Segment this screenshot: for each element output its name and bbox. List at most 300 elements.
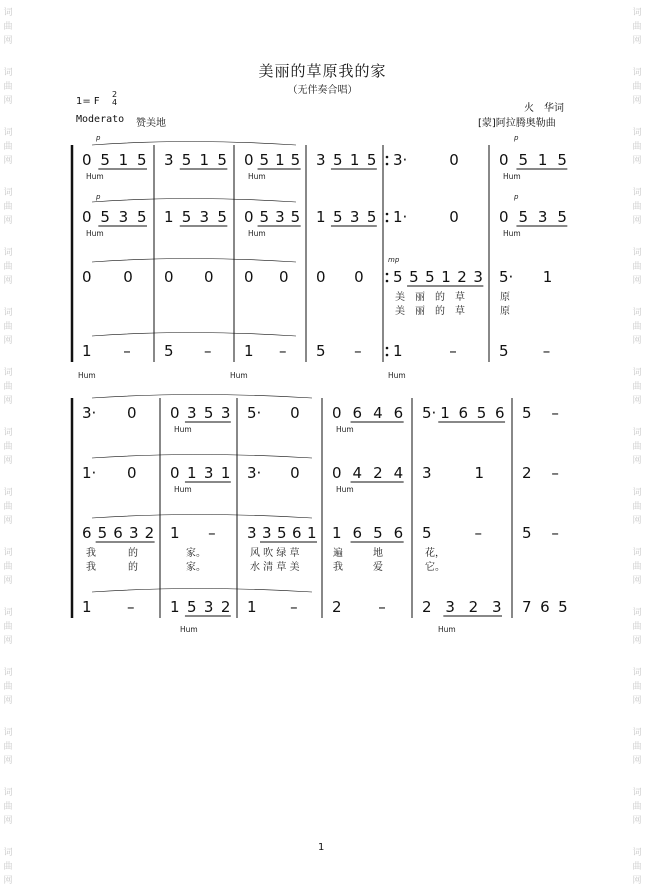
note: 4 [373, 404, 383, 422]
watermark-char: 曲 [632, 862, 642, 872]
note: – [208, 524, 216, 542]
watermark-char: 词 [3, 308, 13, 318]
note: 1 [244, 342, 254, 360]
watermark-char: 词 [632, 188, 642, 198]
watermark-char: 曲 [3, 862, 13, 872]
note: 1 [393, 342, 403, 360]
repeat-dot [386, 354, 389, 357]
watermark-char: 曲 [3, 382, 13, 392]
note: – [551, 524, 559, 542]
watermark-char: 词 [3, 788, 13, 798]
note: 5 [366, 208, 377, 226]
note: 6 [393, 404, 404, 422]
note: 5 [137, 151, 147, 169]
watermark-char: 词 [632, 8, 642, 18]
note: – [551, 404, 559, 422]
note: 1 [316, 208, 326, 226]
watermark-char: 词 [3, 8, 13, 18]
lyric-verse-1: 我 [86, 548, 96, 559]
hum-label: Hum [336, 425, 354, 434]
watermark-char: 曲 [3, 22, 13, 32]
note: 3· [82, 404, 97, 422]
note: 6 [113, 524, 123, 542]
watermark-char: 网 [632, 696, 642, 706]
note: 5 [393, 268, 403, 286]
note: 3 [164, 151, 174, 169]
watermark-char: 曲 [632, 22, 642, 32]
note: 1 [247, 598, 257, 616]
note: 0 [164, 268, 174, 286]
note: 0 [170, 464, 180, 482]
watermark-char: 网 [632, 96, 642, 106]
watermark-char: 曲 [632, 82, 642, 92]
note: 5 [186, 598, 197, 616]
note: 1 [82, 342, 92, 360]
note: 6 [540, 598, 550, 616]
note: 0 [449, 208, 459, 226]
watermark-char: 词 [632, 308, 642, 318]
watermark-char: 词 [632, 668, 642, 678]
note: 6 [393, 524, 404, 542]
watermark-char: 网 [3, 576, 13, 586]
key-signature: 1= F [76, 96, 100, 107]
note: 0 [170, 404, 180, 422]
note: 0 [244, 151, 254, 169]
watermark-char: 词 [3, 188, 13, 198]
hum-label: Hum [86, 229, 104, 238]
note: 1 [82, 598, 92, 616]
note: 5 [557, 208, 567, 226]
note: 5 [557, 151, 567, 169]
note: 1 [349, 151, 360, 169]
hum-label: Hum [230, 371, 248, 380]
note: 1 [186, 464, 197, 482]
note: 3 [203, 464, 214, 482]
note: – [127, 598, 135, 616]
note: 5 [217, 151, 227, 169]
watermark-char: 词 [3, 128, 13, 138]
note: 2 [468, 598, 479, 616]
note: 1 [332, 524, 342, 542]
note: 5 [203, 404, 214, 422]
watermark-char: 词 [3, 608, 13, 618]
note: 0 [354, 268, 364, 286]
note: 5 [137, 208, 147, 226]
watermark-char: 词 [3, 548, 13, 558]
dynamic-p: p [514, 134, 519, 142]
watermark-char: 词 [632, 68, 642, 78]
lyric-verse-1: 的 [435, 292, 445, 303]
note: 5 [425, 268, 435, 286]
note: 0 [290, 464, 300, 482]
hum-label: Hum [248, 172, 266, 181]
note: 5 [181, 151, 192, 169]
note: 3 [247, 524, 257, 542]
note: 7 [522, 598, 532, 616]
watermark-char: 词 [632, 428, 642, 438]
note: 3 [537, 208, 548, 226]
watermark-char: 网 [3, 636, 13, 646]
note: 1 [441, 268, 451, 286]
note: 5 [97, 524, 108, 542]
repeat-dot [386, 163, 389, 166]
note: 5· [247, 404, 262, 422]
hum-label: Hum [388, 371, 406, 380]
note: 1· [82, 464, 97, 482]
watermark-char: 曲 [3, 742, 13, 752]
watermark-char: 曲 [632, 382, 642, 392]
lyric-verse-2: 草 [455, 306, 465, 317]
repeat-dot [386, 220, 389, 223]
watermark-char: 词 [632, 368, 642, 378]
note: 5 [332, 151, 343, 169]
note: 0 [82, 268, 92, 286]
watermark-char: 曲 [3, 202, 13, 212]
watermark-char: 曲 [3, 502, 13, 512]
note: 1 [537, 151, 548, 169]
lyric-verse-1: 美 [395, 292, 405, 303]
note: 0 [123, 268, 133, 286]
note: 3 [262, 524, 272, 542]
watermark-char: 词 [632, 548, 642, 558]
watermark-char: 网 [632, 336, 642, 346]
lyricist-credit: 火 华词 [524, 103, 564, 114]
lyric-verse-2: 美 [395, 306, 405, 317]
note: – [378, 598, 386, 616]
note: 5 [499, 342, 509, 360]
note: 5 [100, 208, 110, 226]
note: 3 [349, 208, 360, 226]
lyric-verse-1: 草 [455, 292, 465, 303]
note: 5 [332, 208, 343, 226]
watermark-char: 曲 [632, 562, 642, 572]
watermark-char: 词 [3, 728, 13, 738]
note: 6 [495, 404, 505, 422]
dynamic-p: p [96, 193, 101, 201]
note: 1 [220, 464, 231, 482]
watermark-char: 曲 [632, 442, 642, 452]
note: 5 [518, 151, 528, 169]
note: 5 [259, 151, 270, 169]
note: 4 [393, 464, 404, 482]
note: 5 [558, 598, 568, 616]
note: 2 [220, 598, 231, 616]
hum-label: Hum [248, 229, 266, 238]
lyric-verse-2: 我 [86, 562, 96, 573]
note: 5 [373, 524, 383, 542]
watermark-char: 网 [632, 156, 642, 166]
repeat-dot [386, 280, 389, 283]
watermark-char: 网 [632, 516, 642, 526]
note: 2 [522, 464, 532, 482]
watermark-char: 词 [632, 788, 642, 798]
watermark-char: 词 [632, 248, 642, 258]
watermark-char: 曲 [632, 322, 642, 332]
watermark-char: 网 [632, 636, 642, 646]
hum-label: Hum [438, 625, 456, 634]
note: – [449, 342, 457, 360]
note: 5· [422, 404, 437, 422]
watermark-char: 网 [632, 36, 642, 46]
note: 5 [290, 151, 301, 169]
watermark-char: 网 [3, 156, 13, 166]
repeat-dot [386, 347, 389, 350]
song-subtitle: （无伴奏合唱） [287, 85, 358, 96]
watermark-char: 曲 [632, 622, 642, 632]
note: 1 [164, 208, 174, 226]
note: 6 [82, 524, 92, 542]
watermark-char: 网 [3, 696, 13, 706]
watermark-char: 词 [3, 848, 13, 858]
watermark-char: 曲 [3, 262, 13, 272]
note: 0 [204, 268, 214, 286]
watermark-char: 网 [632, 276, 642, 286]
note: 1 [118, 151, 129, 169]
watermark-char: 词 [3, 68, 13, 78]
note: 1 [170, 598, 180, 616]
watermark-char: 词 [3, 488, 13, 498]
watermark-char: 曲 [632, 202, 642, 212]
watermark-char: 曲 [632, 682, 642, 692]
note: 3 [492, 598, 502, 616]
expression-marking: 赞美地 [136, 118, 166, 129]
lyric-verse-2: 的 [435, 306, 445, 317]
note: 5 [100, 151, 110, 169]
note: 0 [279, 268, 289, 286]
note: 5 [277, 524, 287, 542]
lyric-verse-1: 丽 [415, 292, 425, 303]
lyric-verse-2: 的 [128, 562, 138, 573]
dynamic-p: p [514, 193, 519, 201]
note: 2 [422, 598, 432, 616]
note: 6 [292, 524, 302, 542]
lyric-verse-2: 丽 [415, 306, 425, 317]
hum-label: Hum [503, 229, 521, 238]
note: 5 [476, 404, 487, 422]
lyric-verse-1: 地 [373, 548, 383, 559]
note: 0 [449, 151, 459, 169]
watermark-char: 网 [632, 216, 642, 226]
watermark-char: 曲 [3, 562, 13, 572]
watermark-char: 曲 [3, 142, 13, 152]
lyric-verse-2: 我 [333, 562, 343, 573]
lyric-verse-2: 爱 [373, 562, 383, 573]
note: 3 [220, 404, 231, 422]
watermark-char: 网 [632, 756, 642, 766]
watermark-char: 网 [3, 96, 13, 106]
note: 2 [373, 464, 383, 482]
hum-label: Hum [78, 371, 96, 380]
watermark-char: 曲 [632, 742, 642, 752]
note: 3 [445, 598, 455, 616]
note: 5 [409, 268, 419, 286]
note: 5 [518, 208, 528, 226]
watermark-char: 词 [632, 608, 642, 618]
time-signature-bottom: 4 [112, 98, 118, 107]
composer-credit: [蒙]阿拉腾奥勒曲 [478, 118, 556, 129]
watermark-char: 曲 [3, 442, 13, 452]
note: 6 [458, 404, 469, 422]
note: 1· [393, 208, 408, 226]
lyric-verse-2: 原 [500, 306, 510, 317]
note: 5 [422, 524, 432, 542]
note: 5 [522, 404, 532, 422]
note: – [204, 342, 212, 360]
note: 5 [316, 342, 326, 360]
note: 5 [181, 208, 192, 226]
repeat-dot [386, 156, 389, 159]
watermark-char: 曲 [632, 142, 642, 152]
note: 6 [352, 404, 363, 422]
hum-label: Hum [174, 485, 192, 494]
repeat-dot [386, 213, 389, 216]
note: 3· [393, 151, 408, 169]
note: – [123, 342, 131, 360]
watermark-char: 词 [3, 248, 13, 258]
note: 5 [217, 208, 227, 226]
note: – [474, 524, 482, 542]
note: 3 [118, 208, 129, 226]
watermark-char: 网 [3, 816, 13, 826]
phrase-slur [92, 589, 312, 593]
hum-label: Hum [86, 172, 104, 181]
note: 5· [499, 268, 514, 286]
note: 3· [247, 464, 262, 482]
watermark-char: 网 [3, 456, 13, 466]
watermark-char: 词 [632, 728, 642, 738]
phrase-slur [92, 142, 296, 146]
watermark-char: 曲 [3, 322, 13, 332]
watermark-char: 网 [3, 36, 13, 46]
note: 1 [275, 151, 285, 169]
dynamic-p: p [96, 134, 101, 142]
watermark-char: 曲 [3, 82, 13, 92]
phrase-slur [92, 333, 296, 337]
watermark-char: 曲 [632, 262, 642, 272]
lyric-verse-1: 遍 [333, 548, 343, 559]
note: 0 [244, 268, 254, 286]
note: 0 [82, 151, 92, 169]
note: – [290, 598, 298, 616]
lyric-verse-1: 的 [128, 548, 138, 559]
watermark-char: 词 [632, 128, 642, 138]
note: 4 [352, 464, 363, 482]
watermark-char: 词 [3, 428, 13, 438]
note: 2 [144, 524, 155, 542]
watermark-char: 网 [632, 576, 642, 586]
phrase-slur [92, 259, 296, 263]
watermark-char: 网 [3, 876, 13, 886]
page-number: 1 [318, 842, 325, 853]
watermark-char: 网 [3, 276, 13, 286]
hum-label: Hum [180, 625, 198, 634]
lyric-verse-1: 原 [500, 292, 510, 303]
note: – [542, 342, 551, 360]
note: 1 [307, 524, 317, 542]
note: 2 [457, 268, 467, 286]
note: 3 [186, 404, 197, 422]
watermark-char: 词 [3, 668, 13, 678]
note: – [279, 342, 287, 360]
watermark-char: 曲 [3, 622, 13, 632]
lyric-verse-1: 家。 [186, 548, 206, 559]
note: 0 [499, 208, 509, 226]
note: 1 [199, 151, 210, 169]
watermark-char: 词 [632, 488, 642, 498]
watermark-char: 网 [3, 216, 13, 226]
note: 1 [440, 404, 450, 422]
note: – [551, 464, 559, 482]
note: 6 [352, 524, 363, 542]
note: 3 [128, 524, 139, 542]
watermark-char: 曲 [3, 682, 13, 692]
note: 1 [542, 268, 553, 286]
watermark-char: 曲 [632, 802, 642, 812]
dynamic-mp: mp [388, 256, 400, 264]
lyric-verse-2: 它。 [425, 562, 445, 573]
watermark-char: 网 [3, 396, 13, 406]
hum-label: Hum [174, 425, 192, 434]
lyric-verse-1: 花， [425, 548, 445, 559]
hum-label: Hum [503, 172, 521, 181]
note: 3 [203, 598, 214, 616]
note: 3 [422, 464, 432, 482]
watermark-char: 词 [3, 368, 13, 378]
watermark-char: 词 [632, 848, 642, 858]
note: 5 [290, 208, 301, 226]
phrase-slur [92, 515, 312, 519]
watermark-char: 网 [632, 396, 642, 406]
watermark-char: 网 [632, 876, 642, 886]
watermark-char: 网 [3, 756, 13, 766]
watermark-char: 网 [3, 336, 13, 346]
hum-label: Hum [336, 485, 354, 494]
note: 5 [164, 342, 174, 360]
note: 0 [332, 404, 342, 422]
watermark-char: 曲 [632, 502, 642, 512]
song-title: 美丽的草原我的家 [258, 62, 387, 80]
note: 5 [259, 208, 270, 226]
note: 5 [366, 151, 377, 169]
watermark-char: 网 [3, 516, 13, 526]
note: 1 [170, 524, 180, 542]
note: 0 [82, 208, 92, 226]
lyric-verse-2: 水 清 草 美 [250, 562, 300, 573]
phrase-slur [92, 455, 312, 459]
phrase-slur [92, 199, 296, 203]
lyric-verse-2: 家。 [186, 562, 206, 573]
note: 0 [244, 208, 254, 226]
watermark-char: 网 [632, 456, 642, 466]
note: 3 [473, 268, 483, 286]
note: 5 [522, 524, 532, 542]
note: 0 [290, 404, 300, 422]
lyric-verse-1: 风 吹 绿 草 [250, 548, 300, 559]
note: 3 [316, 151, 326, 169]
note: 0 [332, 464, 342, 482]
note: 0 [127, 464, 137, 482]
note: – [354, 342, 362, 360]
note: 0 [499, 151, 509, 169]
repeat-dot [386, 273, 389, 276]
note: 1 [474, 464, 485, 482]
note: 2 [332, 598, 342, 616]
note: 3 [199, 208, 210, 226]
phrase-slur [92, 395, 312, 399]
tempo-marking: Moderato [76, 114, 125, 125]
note: 0 [316, 268, 326, 286]
watermark-char: 网 [632, 816, 642, 826]
